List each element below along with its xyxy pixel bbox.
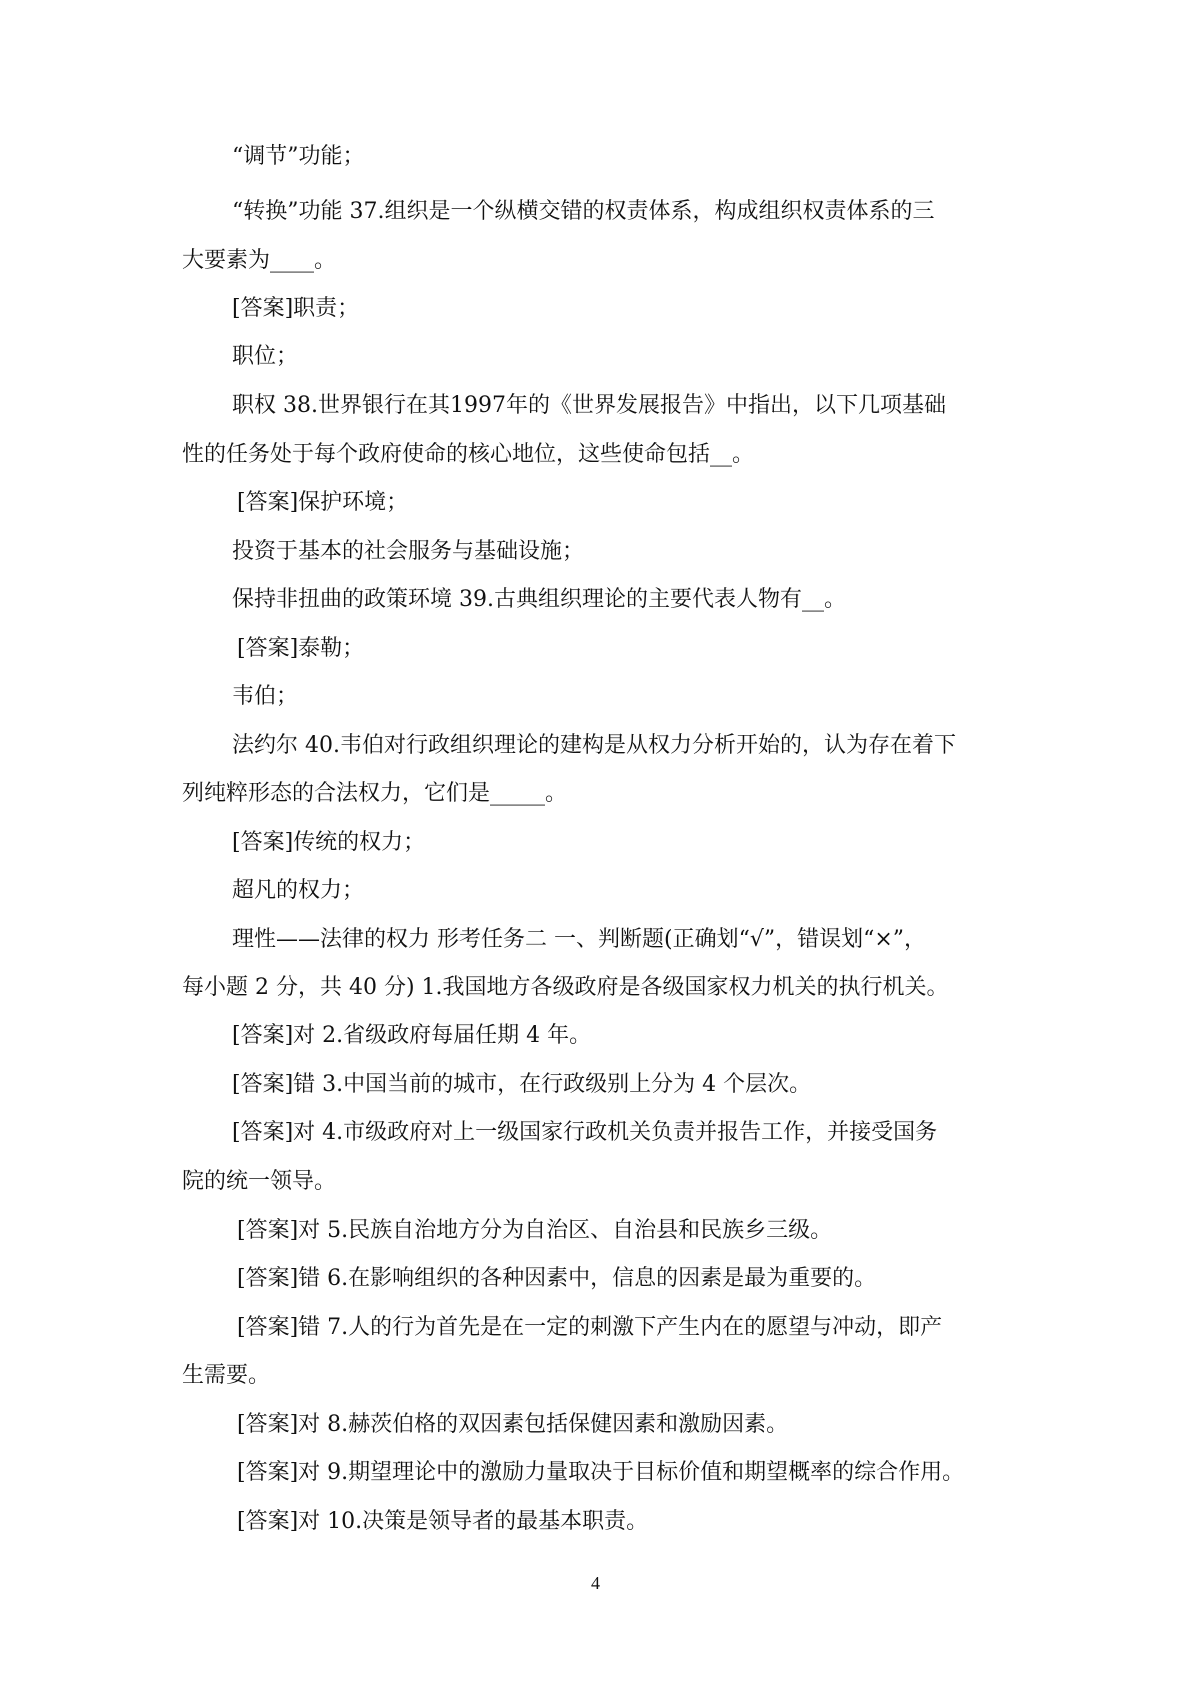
text-line: [答案]对 8.赫茨伯格的双因素包括保健因素和激励因素。 xyxy=(237,1412,789,1437)
text-line: [答案]错 6.在影响组织的各种因素中，信息的因素是最为重要的。 xyxy=(237,1266,877,1291)
text-line: [答案]错 7.人的行为首先是在一定的刺激下产生内在的愿望与冲动，即产 xyxy=(237,1315,943,1340)
text-line: 保持非扭曲的政策环境 39.古典组织理论的主要代表人物有__。 xyxy=(232,587,846,612)
text-line: [答案]对 4.市级政府对上一级国家行政机关负责并报告工作，并接受国务 xyxy=(232,1120,938,1145)
text-line: [答案]泰勒； xyxy=(237,636,365,661)
text-line: [答案]对 9.期望理论中的激励力量取决于目标价值和期望概率的综合作用。 xyxy=(237,1460,965,1485)
text-line: 性的任务处于每个政府使命的核心地位，这些使命包括__。 xyxy=(182,442,755,467)
text-line: [答案]对 10.决策是领导者的最基本职责。 xyxy=(237,1509,649,1534)
text-line: [答案]错 3.中国当前的城市，在行政级别上分为 4 个层次。 xyxy=(232,1072,812,1097)
text-line: “转换”功能 37.组织是一个纵横交错的权责体系，构成组织权责体系的三 xyxy=(232,199,935,224)
text-line: 职权 38.世界银行在其1997年的《世界发展报告》中指出，以下几项基础 xyxy=(232,393,946,418)
text-line: 法约尔 40.韦伯对行政组织理论的建构是从权力分析开始的，认为存在着下 xyxy=(232,733,956,758)
text-line: 投资于基本的社会服务与基础设施； xyxy=(232,539,585,564)
text-line: 理性——法律的权力 形考任务二 一、判断题(正确划“√”，错误划“×”， xyxy=(232,927,927,952)
text-line: [答案]保护环境； xyxy=(237,490,409,515)
text-line: 韦伯； xyxy=(232,684,299,709)
text-line: 职位； xyxy=(232,344,299,369)
text-line: 超凡的权力； xyxy=(232,878,365,903)
text-line: 列纯粹形态的合法权力，它们是_____。 xyxy=(182,781,568,806)
text-line: [答案]传统的权力； xyxy=(232,830,426,855)
text-line: [答案]对 5.民族自治地方分为自治区、自治县和民族乡三级。 xyxy=(237,1218,833,1243)
text-line: “调节”功能； xyxy=(232,144,365,169)
text-line: 每小题 2 分，共 40 分) 1.我国地方各级政府是各级国家权力机关的执行机关。 xyxy=(182,975,949,1000)
text-line: [答案]职责； xyxy=(232,296,360,321)
page-number: 4 xyxy=(591,1573,600,1593)
text-line: 大要素为____。 xyxy=(182,248,337,273)
text-line: 生需要。 xyxy=(182,1363,271,1388)
text-line: 院的统一领导。 xyxy=(182,1169,337,1194)
text-line: [答案]对 2.省级政府每届任期 4 年。 xyxy=(232,1023,592,1048)
